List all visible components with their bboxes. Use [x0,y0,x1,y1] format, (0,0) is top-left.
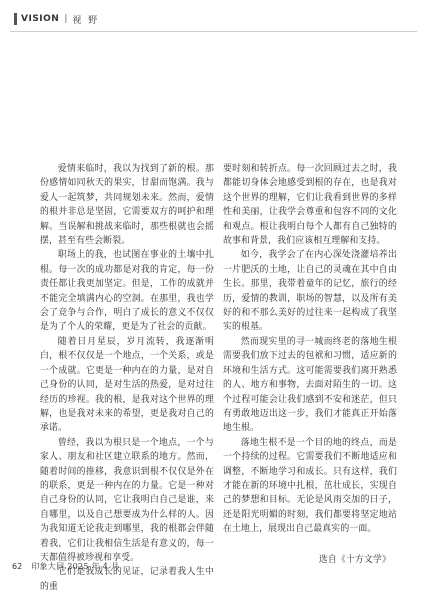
section-label-cn: 视 野 [72,15,100,26]
paragraph: 如今，我学会了在内心深处浇灌培养出一片肥沃的土地，让自己的灵魂在其中自由生长。那里，我带着童年的记忆，旅行的经历，爱情的教训，职场的智慧，以及所有美好的和不那么美好的过往来一起构成了我坚实的根基。 [223,250,397,333]
header-marker [14,13,17,25]
header-rule [10,31,417,32]
article-column-right [223,162,397,567]
paragraph: 要时刻和转折点。每一次回顾过去之时，我都能切身体会地感受到根的存在，也是我对这个世界的理解，它们让我看到世界的多样性和美丽，让我学会尊重和包容不同的文化和观点。根让我明白每个人都有自己独特的故事和背景，我们应该相互理解和支持。 [223,164,397,247]
paragraph: 曾经，我以为根只是一个地点，一个与家人、朋友和社区建立联系的地方。然而，随着时间的推移，我意识到根不仅仅是外在的联系，更是一种内在的力量。它是一种对自己身份的认同，它让我明白自己是谁，来自哪里，以及自己想要成为什么样的人。因为我知道无论我走到哪里，我的根都会伴随着我，它们让我相信生活是有意义的，每一天都值得被珍视和享受。 [40,437,214,563]
page-footer [12,561,119,572]
paragraph: 随着日月星辰，岁月流转，我逐渐明白，根不仅仅是一个地点，一个关系，或是一个成就。它更是一种内在的力量，是对自己身份的认同，是对生活的热爱，是对过往经历的珍视。我的根，是我对这个世界的理解，也是我对未来的希望，更是我对自己的承诺。 [40,336,214,434]
article-source: 选自《十方文学》 [318,554,391,565]
header-separator: | [64,14,68,24]
paragraph: 爱情来临时，我以为找到了新的根。那份感情如同秋天的果实，甘甜而饱满。我与爱人一起筑梦，共同规划未来。然而，爱情的根并非总是坚固，它需要双方的呵护和理解。当误解和挑战来临时，那些根就也会摇摆，甚至有些会断裂。 [40,164,214,247]
paragraph: 落地生根不是一个目的地的终点，而是一个持续的过程。它需要我们不断地适应和调整，不断地学习和成长。只有这样，我们才能在新的环境中扎根，茁壮成长，实现自己的梦想和目标。无论是风雨交加的日子，还是阳光明媚的时刻，我们都要将坚定地站在土地上，展现出自己最真实的一面。 [223,437,397,535]
section-label: VISION [21,14,60,24]
page-number: 62 [12,562,23,571]
article-column-left [40,162,214,594]
page-header [14,9,99,29]
paragraph: 然而现实里的寻一城而终老的落地生根需要我们放下过去的包袱和习惯，适应新的环境和生活方式。这可能需要我们离开熟悉的人、地方和事物，去面对陌生的一切。这个过程可能会让我们感到不安和迷茫，但只有勇敢地迈出这一步，我们才能真正开始落地生根。 [223,336,397,434]
paragraph: 它们是我成长的见证，记录着我人生中的重 [40,567,214,592]
journal-issue: 印象大同 2025 年 4 月 [31,562,120,571]
paragraph: 职场上的我，也试图在事业的土壤中扎根。每一次的成功都是对我的肯定，每一份责任都让我更加坚定。但是，工作的成就并不能完全填满内心的空洞。在那里，我也学会了竞争与合作，明白了成长的意义不仅仅是为了个人的荣耀，更是为了社会的贡献。 [40,250,214,333]
